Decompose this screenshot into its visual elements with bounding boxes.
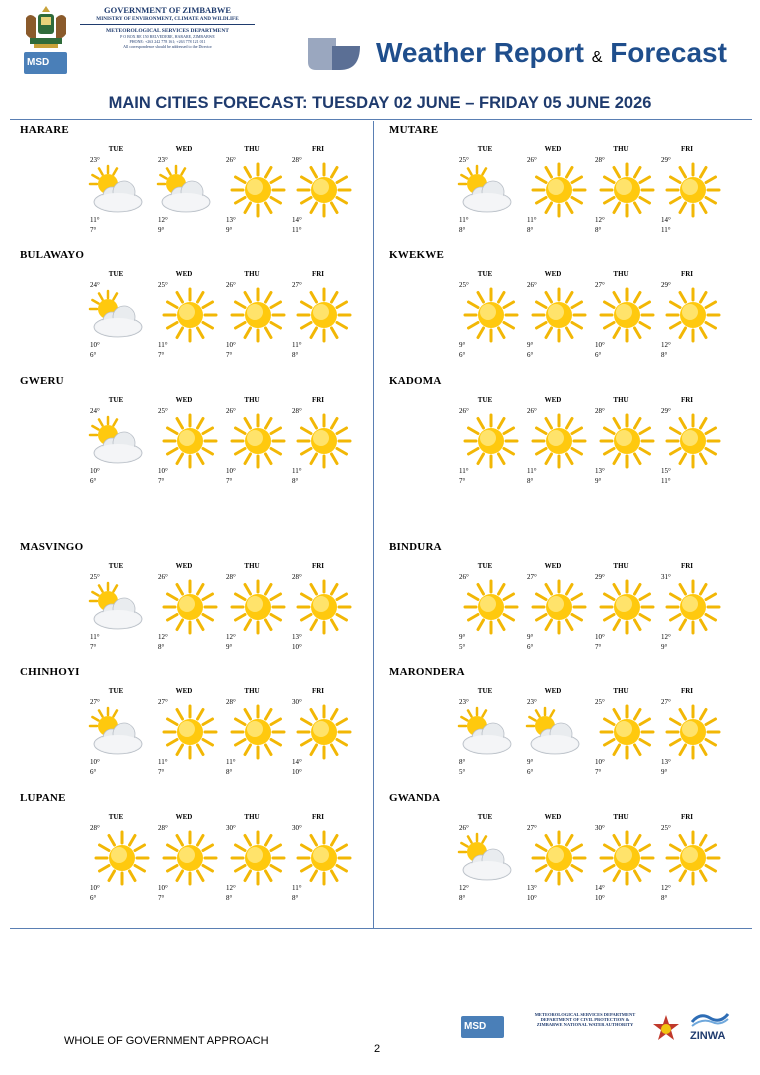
max-temp: 26° xyxy=(459,824,469,832)
min-temp-1: 11° xyxy=(292,884,302,892)
sun-icon xyxy=(529,160,589,220)
min-temp-1: 12° xyxy=(661,884,671,892)
max-temp: 28° xyxy=(226,573,236,581)
sun-icon xyxy=(228,577,288,637)
zinwa-wave-icon xyxy=(690,1010,730,1028)
max-temp: 28° xyxy=(595,156,605,164)
day-label: WED xyxy=(175,396,193,404)
sun-icon xyxy=(597,160,657,220)
max-temp: 24° xyxy=(90,407,100,415)
sun-icon xyxy=(228,285,288,345)
city-name-bulawayo: BULAWAYO xyxy=(20,249,85,261)
gov-title: GOVERNMENT OF ZIMBABWE xyxy=(103,5,232,15)
min-temp-1: 13° xyxy=(226,216,236,224)
max-temp: 25° xyxy=(595,698,605,706)
min-temp-2: 7° xyxy=(158,894,165,902)
day-label: THU xyxy=(244,145,260,153)
coat-of-arms-logo xyxy=(20,4,72,50)
min-temp-1: 11° xyxy=(292,341,302,349)
min-temp-1: 14° xyxy=(292,216,302,224)
day-label: THU xyxy=(244,562,260,570)
partly-cloudy-icon xyxy=(154,160,214,220)
sun-icon xyxy=(461,577,521,637)
max-temp: 28° xyxy=(292,156,302,164)
government-header xyxy=(80,5,255,49)
min-temp-1: 9° xyxy=(459,633,466,641)
min-temp-1: 11° xyxy=(90,216,100,224)
max-temp: 26° xyxy=(459,407,469,415)
min-temp-2: 8° xyxy=(527,226,534,234)
max-temp: 26° xyxy=(527,156,537,164)
min-temp-1: 10° xyxy=(90,884,100,892)
min-temp-2: 6° xyxy=(527,768,534,776)
partly-cloudy-icon xyxy=(455,160,515,220)
city-name-harare: HARARE xyxy=(20,124,69,136)
max-temp: 28° xyxy=(292,573,302,581)
max-temp: 28° xyxy=(226,698,236,706)
min-temp-2: 11° xyxy=(661,477,671,485)
min-temp-1: 10° xyxy=(595,758,605,766)
min-temp-1: 12° xyxy=(226,633,236,641)
min-temp-2: 9° xyxy=(661,768,668,776)
min-temp-2: 9° xyxy=(661,643,668,651)
sun-icon xyxy=(663,828,723,888)
max-temp: 30° xyxy=(226,824,236,832)
min-temp-2: 11° xyxy=(292,226,302,234)
min-temp-1: 10° xyxy=(90,341,100,349)
title-ampersand: & xyxy=(591,49,603,66)
department-note: All correspondence should be addressed to the Director xyxy=(123,44,212,49)
day-label: THU xyxy=(613,562,629,570)
max-temp: 26° xyxy=(226,281,236,289)
min-temp-2: 9° xyxy=(226,226,233,234)
min-temp-1: 14° xyxy=(595,884,605,892)
sun-icon xyxy=(529,411,589,471)
sun-icon xyxy=(294,702,354,762)
sun-icon xyxy=(160,577,220,637)
sun-icon xyxy=(663,285,723,345)
footer-dept-msd: METEOROLOGICAL SERVICES DEPARTMENT xyxy=(534,1012,636,1017)
sun-icon xyxy=(228,160,288,220)
column-divider xyxy=(373,121,374,928)
title-part-weather-report: Weather Report xyxy=(376,37,584,68)
min-temp-1: 15° xyxy=(661,467,671,475)
min-temp-1: 10° xyxy=(226,341,236,349)
zinwa-label: ZINWA xyxy=(690,1030,726,1042)
min-temp-2: 8° xyxy=(226,894,233,902)
min-temp-1: 13° xyxy=(595,467,605,475)
day-label: THU xyxy=(613,396,629,404)
min-temp-2: 5° xyxy=(459,768,466,776)
min-temp-1: 12° xyxy=(595,216,605,224)
city-name-chinhoyi: CHINHOYI xyxy=(20,666,80,678)
day-label: WED xyxy=(175,145,193,153)
max-temp: 25° xyxy=(158,407,168,415)
min-temp-1: 13° xyxy=(661,758,671,766)
max-temp: 23° xyxy=(459,698,469,706)
min-temp-2: 8° xyxy=(595,226,602,234)
min-temp-2: 6° xyxy=(90,894,97,902)
day-label: TUE xyxy=(108,396,124,404)
min-temp-1: 11° xyxy=(158,758,168,766)
max-temp: 25° xyxy=(459,156,469,164)
max-temp: 26° xyxy=(459,573,469,581)
day-label: TUE xyxy=(477,396,493,404)
day-label: THU xyxy=(613,687,629,695)
min-temp-2: 6° xyxy=(527,643,534,651)
min-temp-2: 7° xyxy=(90,643,97,651)
max-temp: 27° xyxy=(158,698,168,706)
day-label: TUE xyxy=(477,270,493,278)
sun-icon xyxy=(228,411,288,471)
min-temp-2: 6° xyxy=(90,768,97,776)
max-temp: 29° xyxy=(661,281,671,289)
day-label: TUE xyxy=(477,687,493,695)
day-label: FRI xyxy=(311,813,325,821)
max-temp: 27° xyxy=(527,573,537,581)
sun-icon xyxy=(461,411,521,471)
day-label: WED xyxy=(544,270,562,278)
min-temp-1: 12° xyxy=(661,341,671,349)
min-temp-1: 11° xyxy=(527,467,537,475)
city-name-masvingo: MASVINGO xyxy=(20,541,84,553)
sun-icon xyxy=(597,702,657,762)
min-temp-1: 8° xyxy=(459,758,466,766)
sun-icon xyxy=(294,160,354,220)
min-temp-1: 10° xyxy=(90,467,100,475)
min-temp-1: 12° xyxy=(459,884,469,892)
day-label: WED xyxy=(544,687,562,695)
min-temp-1: 10° xyxy=(226,467,236,475)
partly-cloudy-icon xyxy=(86,285,146,345)
partly-cloudy-icon xyxy=(86,702,146,762)
sun-icon xyxy=(663,577,723,637)
min-temp-1: 10° xyxy=(158,884,168,892)
min-temp-2: 7° xyxy=(158,351,165,359)
min-temp-2: 7° xyxy=(595,768,602,776)
city-name-kwekwe: KWEKWE xyxy=(389,249,444,261)
day-label: FRI xyxy=(311,562,325,570)
min-temp-1: 10° xyxy=(595,341,605,349)
day-label: TUE xyxy=(108,687,124,695)
day-label: THU xyxy=(613,145,629,153)
min-temp-2: 10° xyxy=(527,894,537,902)
min-temp-2: 9° xyxy=(595,477,602,485)
report-title xyxy=(376,37,727,69)
min-temp-1: 12° xyxy=(158,216,168,224)
min-temp-2: 8° xyxy=(661,894,668,902)
min-temp-2: 11° xyxy=(661,226,671,234)
department-address: P O BOX BE 150 BELVEDERE, HARARE, ZIMBABWE xyxy=(120,34,215,39)
department-name: METEOROLOGICAL SERVICES DEPARTMENT xyxy=(106,28,229,34)
top-divider xyxy=(10,119,752,120)
min-temp-1: 13° xyxy=(527,884,537,892)
city-name-marondera: MARONDERA xyxy=(389,666,465,678)
day-label: TUE xyxy=(108,270,124,278)
min-temp-2: 8° xyxy=(292,894,299,902)
max-temp: 27° xyxy=(292,281,302,289)
sun-icon xyxy=(294,285,354,345)
min-temp-1: 11° xyxy=(90,633,100,641)
partly-cloudy-icon xyxy=(523,702,583,762)
sun-icon xyxy=(663,411,723,471)
partly-cloudy-icon xyxy=(86,411,146,471)
day-label: FRI xyxy=(680,396,694,404)
day-label: THU xyxy=(244,396,260,404)
min-temp-2: 6° xyxy=(527,351,534,359)
department-phone: PHONE: +263 242 778 161; +263 778 121 011 xyxy=(129,39,206,44)
max-temp: 28° xyxy=(90,824,100,832)
sun-icon xyxy=(529,285,589,345)
sun-icon xyxy=(160,285,220,345)
sun-icon xyxy=(228,702,288,762)
min-temp-2: 10° xyxy=(292,643,302,651)
min-temp-2: 9° xyxy=(158,226,165,234)
day-label: TUE xyxy=(477,562,493,570)
min-temp-1: 9° xyxy=(459,341,466,349)
day-label: TUE xyxy=(108,562,124,570)
min-temp-2: 9° xyxy=(226,643,233,651)
min-temp-2: 7° xyxy=(459,477,466,485)
min-temp-1: 10° xyxy=(90,758,100,766)
day-label: FRI xyxy=(680,562,694,570)
min-temp-1: 9° xyxy=(527,341,534,349)
msd-badge-logo: MSD xyxy=(24,52,67,74)
day-label: TUE xyxy=(108,145,124,153)
sun-icon xyxy=(597,285,657,345)
day-label: FRI xyxy=(311,145,325,153)
footer-msd-logo: MSD xyxy=(461,1016,504,1038)
city-name-gweru: GWERU xyxy=(20,375,64,387)
max-temp: 28° xyxy=(292,407,302,415)
min-temp-1: 10° xyxy=(595,633,605,641)
max-temp: 29° xyxy=(661,407,671,415)
sun-icon xyxy=(597,828,657,888)
min-temp-2: 8° xyxy=(459,226,466,234)
min-temp-2: 8° xyxy=(459,894,466,902)
min-temp-2: 7° xyxy=(226,477,233,485)
max-temp: 25° xyxy=(158,281,168,289)
min-temp-2: 7° xyxy=(226,351,233,359)
day-label: WED xyxy=(544,145,562,153)
min-temp-2: 8° xyxy=(661,351,668,359)
min-temp-2: 7° xyxy=(595,643,602,651)
max-temp: 27° xyxy=(595,281,605,289)
sun-icon xyxy=(294,828,354,888)
min-temp-1: 13° xyxy=(292,633,302,641)
bottom-divider xyxy=(10,928,752,929)
min-temp-1: 11° xyxy=(226,758,236,766)
max-temp: 23° xyxy=(527,698,537,706)
partly-cloudy-icon xyxy=(455,702,515,762)
min-temp-1: 10° xyxy=(158,467,168,475)
max-temp: 24° xyxy=(90,281,100,289)
min-temp-2: 8° xyxy=(292,351,299,359)
min-temp-2: 7° xyxy=(90,226,97,234)
page-number: 2 xyxy=(374,1043,381,1055)
sun-icon xyxy=(228,828,288,888)
day-label: WED xyxy=(175,813,193,821)
max-temp: 26° xyxy=(527,281,537,289)
min-temp-1: 11° xyxy=(459,467,469,475)
max-temp: 25° xyxy=(459,281,469,289)
city-name-mutare: MUTARE xyxy=(389,124,439,136)
min-temp-2: 6° xyxy=(90,351,97,359)
footer-dept-zinwa: ZIMBABWE NATIONAL WATER AUTHORITY xyxy=(536,1022,634,1027)
min-temp-1: 12° xyxy=(158,633,168,641)
footer-slogan: WHOLE OF GOVERNMENT APPROACH xyxy=(64,1035,269,1047)
forecast-subtitle: MAIN CITIES FORECAST: TUESDAY 02 JUNE – FRIDAY 05 JUNE 2026 xyxy=(108,94,652,112)
min-temp-1: 14° xyxy=(661,216,671,224)
min-temp-2: 6° xyxy=(595,351,602,359)
day-label: TUE xyxy=(477,813,493,821)
footer-dept-civil: DEPARTMENT OF CIVIL PROTECTION & xyxy=(540,1017,630,1022)
sun-icon xyxy=(663,702,723,762)
partly-cloudy-icon xyxy=(86,577,146,637)
min-temp-1: 9° xyxy=(527,758,534,766)
sun-icon xyxy=(461,285,521,345)
max-temp: 25° xyxy=(90,573,100,581)
max-temp: 27° xyxy=(527,824,537,832)
min-temp-2: 6° xyxy=(459,351,466,359)
min-temp-2: 7° xyxy=(158,477,165,485)
max-temp: 23° xyxy=(90,156,100,164)
day-label: THU xyxy=(244,687,260,695)
city-name-gwanda: GWANDA xyxy=(389,792,441,804)
max-temp: 26° xyxy=(226,156,236,164)
sun-icon xyxy=(92,828,152,888)
report-logo-icon xyxy=(306,36,362,72)
min-temp-2: 10° xyxy=(292,768,302,776)
sun-icon xyxy=(160,828,220,888)
max-temp: 26° xyxy=(527,407,537,415)
max-temp: 26° xyxy=(158,573,168,581)
min-temp-2: 8° xyxy=(226,768,233,776)
sun-icon xyxy=(529,828,589,888)
ministry-name: MINISTRY OF ENVIRONMENT, CLIMATE AND WILDLIFE xyxy=(96,16,239,22)
partly-cloudy-icon xyxy=(455,828,515,888)
day-label: WED xyxy=(544,396,562,404)
header-divider xyxy=(80,24,255,25)
min-temp-1: 14° xyxy=(292,758,302,766)
day-label: WED xyxy=(175,687,193,695)
partly-cloudy-icon xyxy=(86,160,146,220)
max-temp: 28° xyxy=(158,824,168,832)
min-temp-1: 11° xyxy=(292,467,302,475)
city-name-lupane: LUPANE xyxy=(20,792,66,804)
sun-icon xyxy=(597,411,657,471)
max-temp: 28° xyxy=(595,407,605,415)
max-temp: 29° xyxy=(661,156,671,164)
min-temp-1: 11° xyxy=(527,216,537,224)
sun-icon xyxy=(529,577,589,637)
min-temp-2: 8° xyxy=(292,477,299,485)
min-temp-2: 10° xyxy=(595,894,605,902)
max-temp: 30° xyxy=(292,824,302,832)
max-temp: 26° xyxy=(226,407,236,415)
city-name-bindura: BINDURA xyxy=(389,541,442,553)
civil-protection-seal-icon xyxy=(650,1014,682,1046)
sun-icon xyxy=(160,702,220,762)
day-label: THU xyxy=(613,270,629,278)
sun-icon xyxy=(294,411,354,471)
day-label: TUE xyxy=(108,813,124,821)
sun-icon xyxy=(663,160,723,220)
min-temp-2: 5° xyxy=(459,643,466,651)
title-part-forecast: Forecast xyxy=(610,37,727,68)
min-temp-1: 11° xyxy=(459,216,469,224)
day-label: FRI xyxy=(311,270,325,278)
min-temp-2: 8° xyxy=(158,643,165,651)
sun-icon xyxy=(597,577,657,637)
day-label: FRI xyxy=(311,687,325,695)
max-temp: 27° xyxy=(90,698,100,706)
sun-icon xyxy=(294,577,354,637)
max-temp: 30° xyxy=(292,698,302,706)
min-temp-1: 12° xyxy=(661,633,671,641)
day-label: THU xyxy=(244,270,260,278)
max-temp: 25° xyxy=(661,824,671,832)
day-label: THU xyxy=(613,813,629,821)
day-label: WED xyxy=(544,813,562,821)
max-temp: 31° xyxy=(661,573,671,581)
day-label: WED xyxy=(175,270,193,278)
max-temp: 30° xyxy=(595,824,605,832)
sun-icon xyxy=(160,411,220,471)
day-label: FRI xyxy=(680,270,694,278)
day-label: TUE xyxy=(477,145,493,153)
min-temp-1: 12° xyxy=(226,884,236,892)
day-label: FRI xyxy=(311,396,325,404)
day-label: FRI xyxy=(680,145,694,153)
min-temp-1: 9° xyxy=(527,633,534,641)
day-label: FRI xyxy=(680,813,694,821)
min-temp-2: 7° xyxy=(158,768,165,776)
day-label: WED xyxy=(175,562,193,570)
min-temp-1: 11° xyxy=(158,341,168,349)
day-label: THU xyxy=(244,813,260,821)
max-temp: 23° xyxy=(158,156,168,164)
footer-departments xyxy=(525,1012,645,1027)
max-temp: 29° xyxy=(595,573,605,581)
city-name-kadoma: KADOMA xyxy=(389,375,442,387)
min-temp-2: 8° xyxy=(527,477,534,485)
max-temp: 27° xyxy=(661,698,671,706)
day-label: WED xyxy=(544,562,562,570)
day-label: FRI xyxy=(680,687,694,695)
min-temp-2: 6° xyxy=(90,477,97,485)
